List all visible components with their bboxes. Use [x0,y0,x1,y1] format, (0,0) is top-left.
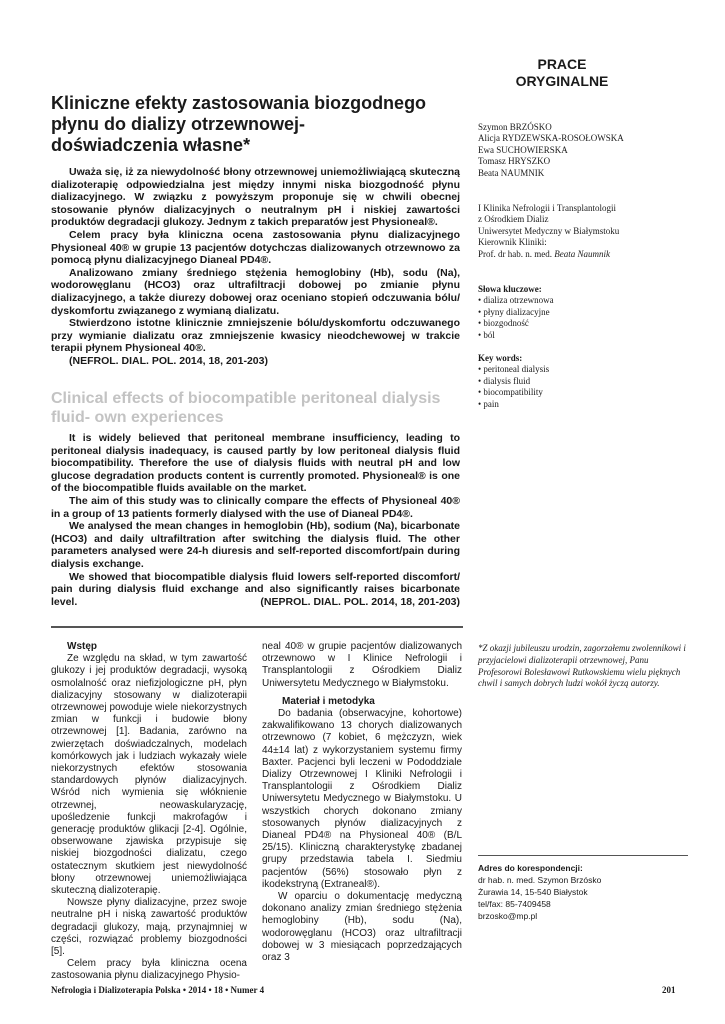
correspondence-email[interactable]: brzosko@mp.pl [478,911,538,921]
keyword-item: • płyny dializacyjne [478,306,550,317]
dedication-note: *Z okazji jubileuszu urodzin, zagorzałemu zwolennikowi i przyjacielowi dializoterapii otrzewnowej, Panu Profesorowi Bolesławowi Rutkowskiemu wielu pięknych chwil i samych dobrych ludzi wokół życzą autorzy. [478,643,686,689]
correspondence-line: Żurawia 14, 15-540 Białystok [478,887,588,897]
author-name: Beata NAUMNIK [478,167,545,178]
keywords-english [478,353,678,410]
affiliation-line: I Klinika Nefrologii i Transplantologii [478,203,616,213]
keyword-item: • dializa otrzewnowa [478,295,554,306]
keyword-item: • biocompatibility [478,387,543,398]
intro-heading: Wstęp [67,641,97,652]
affiliation-head-line [478,249,688,260]
correspondence-heading: Adres do korespondencji: [478,863,583,873]
affiliation-line: Uniwersytet Medyczny w Białymstoku [478,225,620,236]
keyword-item: • dialysis fluid [478,375,531,386]
author-list [478,122,678,179]
article-title-polish: Kliniczne efekty zastosowania biozgodnego płynu do dializy otrzewnowej- doświadczenia własne* [51,93,427,155]
keyword-item: • pain [478,398,499,409]
affiliation-head-name: Beata Naumnik [554,248,610,259]
body-paragraph: neal 40® w grupie pacjentów dializowanych otrzewnowo w I Klinice Nefrologii i Transplantologii z Ośrodkiem Dializ Uniwersytetu Medycznego w Białymstoku. [262,641,462,689]
body-paragraph: Do badania (obserwacyjne, kohortowe) zakwalifikowano 13 chorych dializowanych otrzewnowo (7 kobiet, 6 mężczyzn, wiek 44±14 lat) z wykorzystaniem systemu firmy Baxter. Pacjenci byli leczeni w Pododdziale Dializy Otrzewnowej I Kliniki Nefrologii i Transplantologii z Ośrodkiem Dializ Uniwersytetu Medycznego w Białymstoku. U wszystkich chorych dokonano zmiany stosowanych płynów dializacyjnych z Dianeal PD4® na Physioneal 40® (B/L 25/15). Kliniczną charakterystykę zbadanej grupy przedstawia tabela I. Siedmiu pacjentów (56%) stosowało płyn z ikodekstryną (Extraneal®). [262,708,462,890]
abstract-english-paragraph: It is widely believed that peritoneal membrane insufficiency, leading to peritoneal dialysis inadequacy, is caused partly by low peritoneal dialysis fluid biocompatibility. Therefore the use of dialysis fluids with neutral pH and low glucose degradation products content is currently promoted. Physioneal® is one of the biocompatible fluids available on the market. [51,432,460,495]
affiliation [478,203,688,260]
abstract-english-last-sentence: We showed that biocompatible dialysis fluid lowers self-reported discomfort/ pain during dialysis fluid exchange and also significantly raises bicarbonate level. [51,570,460,608]
body-paragraph: Ze względu na skład, w tym zawartość glukozy i jej produktów degradacji, wysoką osmolalność oraz niefizjologiczne pH, płyn dializacyjny stosowany w dializoterapii otrzewnowej powoduje wiele niekorzystnych zmian w funkcji i budowie błony otrzewnowej [1]. Badania, zarówno na zwierzętach doświadczalnych, modelach komórkowych jak i ludziach wykazały wiele niekorzystnych efektów stosowania standardowych płynów dializacyjnych. Wśród nich wymienia się włóknienie otrzewnej, neowaskularyzację, upośledzenie funkcji makrofagów i generację produktów glikacji [2-4]. Ogólnie, obserwowane zjawiska przypisuje się niskiej biozgodności dializatu, czego ostatecznym skutkiem jest niewydolność błony otrzewnowej uniemożliwiająca skuteczną dializoterapię. [51,653,247,897]
author-name: Szymon BRZÓSKO [478,122,552,132]
abstract-english-paragraph: The aim of this study was to clinically compare the effects of Physioneal 40® in a group of 13 patients formerly dialysed with the use of Dianeal PD4®. [51,494,460,520]
page-number: 201 [662,985,676,995]
author-name: Ewa SUCHOWIERSKA [478,144,568,155]
author-name: Alicja RYDZEWSKA-ROSOŁOWSKA [478,133,624,144]
affiliation-title: Prof. dr hab. n. med. [478,248,552,259]
keywords-polish-heading: Słowa kluczowe: [478,284,542,294]
body-column-right [262,641,462,964]
keywords-english-heading: Key words: [478,353,523,363]
abstract-english-paragraph: We analysed the mean changes in hemoglobin (Hb), sodium (Na), bicarbonate (HCO3) and daily ultrafiltration after switching the dialysis fluid. The other parameters analysed were 24-h diuresis and self-reported discomfort/pain during dialysis exchange. [51,520,460,570]
abstract-polish-paragraph: Celem pracy była kliniczna ocena zastosowania płynu dializacyjnego Physioneal 40® w grupie 13 pacjentów dotychczas dializowanych otrzewnowo za pomocą płynu dializacyjnego Dianeal PD4®. [51,228,460,267]
author-name: Tomasz HRYSZKO [478,156,551,167]
abstract-english-citation: (NEPROL. DIAL. POL. 2014, 18, 201-203) [260,595,460,608]
abstract-polish-paragraph: Analizowano zmiany średniego stężenia hemoglobiny (Hb), sodu (Na), wodorowęglanu (HCO3) oraz ultrafiltracji dobowej po zmianie płynu dializacyjnego, a także diurezy dobowej oraz oceniano stopień odczuwania bólu/ dyskomfortu związanego z wymianą dializatu. [51,266,460,317]
abstract-polish-paragraph: Stwierdzono istotne klinicznie zmniejszenie bólu/dyskomfortu odczuwanego przy wymianie dializatu oraz zmniejszenie kwasicy nieodchewowej w trakcie terapii płynem Physioneal 40®. [51,317,460,355]
keyword-item: • peritoneal dialysis [478,364,550,375]
body-paragraph: Nowsze płyny dializacyjne, przez swoje neutralne pH i niską zawartość produktów degradacji glukozy, mają, przynajmniej w części, rozwiązać problemy biozgodności [5]. [51,897,247,958]
abstract-english-paragraph [51,571,460,609]
section-label [500,56,624,90]
body-paragraph: Celem pracy była kliniczna ocena zastosowania płynu dializacyjnego Physio- [51,958,247,982]
keywords-polish [478,284,678,341]
affiliation-line: z Ośrodkiem Dializ [478,214,549,225]
body-column-left [51,641,247,983]
section-divider [51,626,463,628]
abstract-polish-paragraph: Uważa się, iż za niewydolność błony otrzewnowej uniemożliwiającą skuteczną dializoterapię odpowiedzialna jest między innymi niska biozgodność płynu dializacyjnego. W związku z powyższym proponuje się w chwili obecnej stosowanie płynów dializacyjnych o neutralnym pH i niskiej zawartości produktów degradacji glukozy. Jednym z takich preparatów jest Physioneal®. [51,166,460,229]
methods-heading: Materiał i metodyka [282,695,375,707]
body-paragraph: W oparciu o dokumentację medyczną dokonano analizy zmian średniego stężenia hemoglobiny (Hb), sodu (Na), wodorowęglanu (HCO3) oraz ultrafiltracji dobowej w 3 miesiącach poprzedzających oraz 3 [262,891,462,964]
keyword-item: • biozgodność [478,318,529,329]
correspondence-divider [478,855,688,856]
correspondence-line: dr hab. n. med. Szymon Brzósko [478,875,602,885]
abstract-english [51,432,460,608]
correspondence-address [478,862,688,922]
affiliation-line: Kierownik Kliniki: [478,237,547,248]
article-title-english: Clinical effects of biocompatible peritoneal dialysis fluid- own experiences [51,390,441,426]
section-label-line2: ORYGINALNE [515,73,609,89]
keyword-item: • ból [478,329,495,340]
correspondence-line: tel/fax: 85-7409458 [478,899,551,909]
footer-journal: Nefrologia i Dializoterapia Polska • 2014 • 18 • Numer 4 [51,985,265,995]
section-label-line1: PRACE [537,56,587,72]
abstract-polish [51,166,460,368]
abstract-polish-citation: (NEFROL. DIAL. POL. 2014, 18, 201-203) [69,354,268,367]
